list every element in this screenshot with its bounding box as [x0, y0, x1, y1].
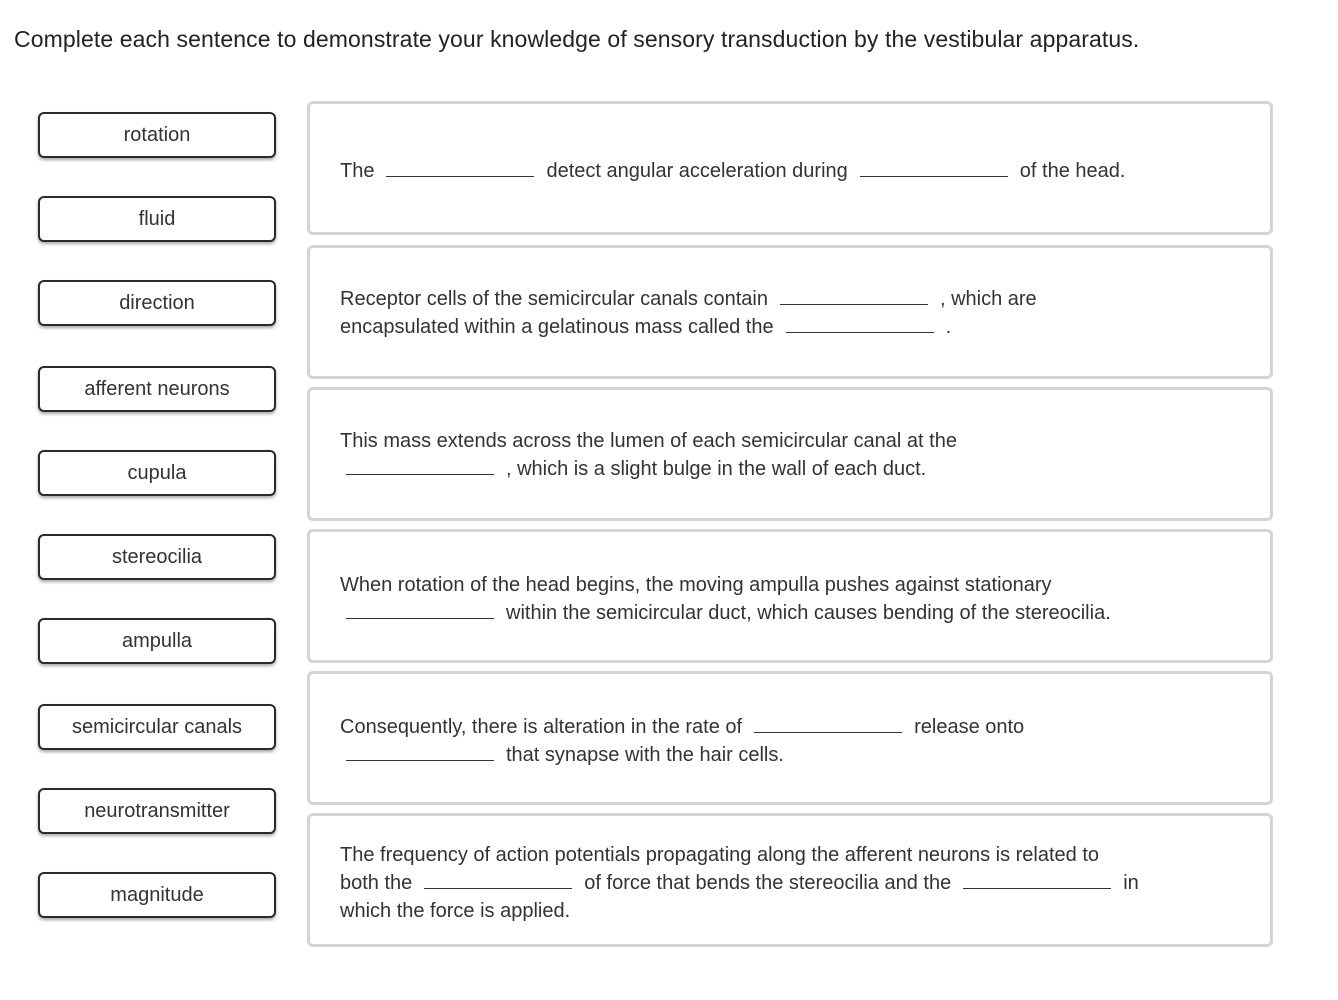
drop-blank-1a[interactable]: [386, 158, 534, 177]
sentence-5-line-2: [340, 741, 784, 769]
sentence-text: detect angular acceleration during: [546, 160, 848, 182]
word-chip-rotation[interactable]: rotation: [38, 112, 276, 158]
sentence-text: which the force is applied.: [340, 900, 571, 922]
sentence-2-line-1: [340, 285, 1037, 313]
drop-blank-4a[interactable]: [346, 600, 494, 619]
drop-blank-6a[interactable]: [424, 870, 572, 889]
word-chip-direction[interactable]: direction: [38, 280, 276, 326]
sentence-text: Receptor cells of the semicircular canals contain: [340, 288, 768, 310]
word-chip-magnitude[interactable]: magnitude: [38, 872, 276, 918]
sentence-4-line-2: [340, 599, 1111, 627]
sentence-text: of the head.: [1019, 160, 1126, 182]
sentence-text: Consequently, there is alteration in the rate of: [340, 716, 743, 738]
sentence-6-line-2: [340, 869, 1139, 897]
sentence-6-line-3: [340, 897, 570, 925]
sentence-box-3: [307, 387, 1273, 521]
sentence-text: both the: [340, 872, 413, 894]
sentence-box-5: [307, 671, 1273, 805]
word-chip-neurotransmitter[interactable]: neurotransmitter: [38, 788, 276, 834]
sentence-text: The: [340, 160, 375, 182]
word-chip-stereocilia[interactable]: stereocilia: [38, 534, 276, 580]
sentence-box-1: [307, 101, 1273, 235]
drop-blank-3a[interactable]: [346, 456, 494, 475]
sentence-3-line-2: [340, 455, 926, 483]
sentence-3-line-1: [340, 427, 957, 455]
word-chip-afferent-neurons[interactable]: afferent neurons: [38, 366, 276, 412]
drop-blank-2a[interactable]: [780, 286, 928, 305]
sentence-1-line-1: [340, 157, 1125, 185]
instructions: Complete each sentence to demonstrate your knowledge of sensory transduction by the vestibular apparatus.: [14, 26, 1140, 52]
drop-blank-1b[interactable]: [860, 158, 1008, 177]
sentence-5-line-1: [340, 713, 1024, 741]
sentence-text: When rotation of the head begins, the moving ampulla pushes against stationary: [340, 574, 1052, 596]
sentence-box-2: [307, 245, 1273, 379]
sentence-2-line-2: [340, 313, 951, 341]
sentence-text: that synapse with the hair cells.: [506, 744, 784, 766]
word-chip-cupula[interactable]: cupula: [38, 450, 276, 496]
sentence-text: .: [945, 316, 952, 338]
drop-blank-5b[interactable]: [346, 742, 494, 761]
drop-blank-2b[interactable]: [786, 314, 934, 333]
sentence-box-6: [307, 813, 1273, 947]
sentence-text: of force that bends the stereocilia and the: [584, 872, 952, 894]
drop-blank-5a[interactable]: [754, 714, 902, 733]
sentence-6-line-1: [340, 841, 1099, 869]
sentence-text: This mass extends across the lumen of each semicircular canal at the: [340, 430, 957, 452]
sentence-text: , which are: [939, 288, 1037, 310]
sentence-text: , which is a slight bulge in the wall of each duct.: [506, 458, 927, 480]
word-chip-ampulla[interactable]: ampulla: [38, 618, 276, 664]
sentence-text: release onto: [914, 716, 1025, 738]
drop-blank-6b[interactable]: [963, 870, 1111, 889]
sentence-text: The frequency of action potentials propagating along the afferent neurons is related to: [340, 844, 1100, 866]
word-chip-fluid[interactable]: fluid: [38, 196, 276, 242]
sentence-4-line-1: [340, 571, 1052, 599]
sentence-box-4: [307, 529, 1273, 663]
sentence-text: encapsulated within a gelatinous mass called the: [340, 316, 774, 338]
word-chip-semicircular-canals[interactable]: semicircular canals: [38, 704, 276, 750]
sentence-text: in: [1123, 872, 1139, 894]
sentence-text: within the semicircular duct, which causes bending of the stereocilia.: [506, 602, 1111, 624]
